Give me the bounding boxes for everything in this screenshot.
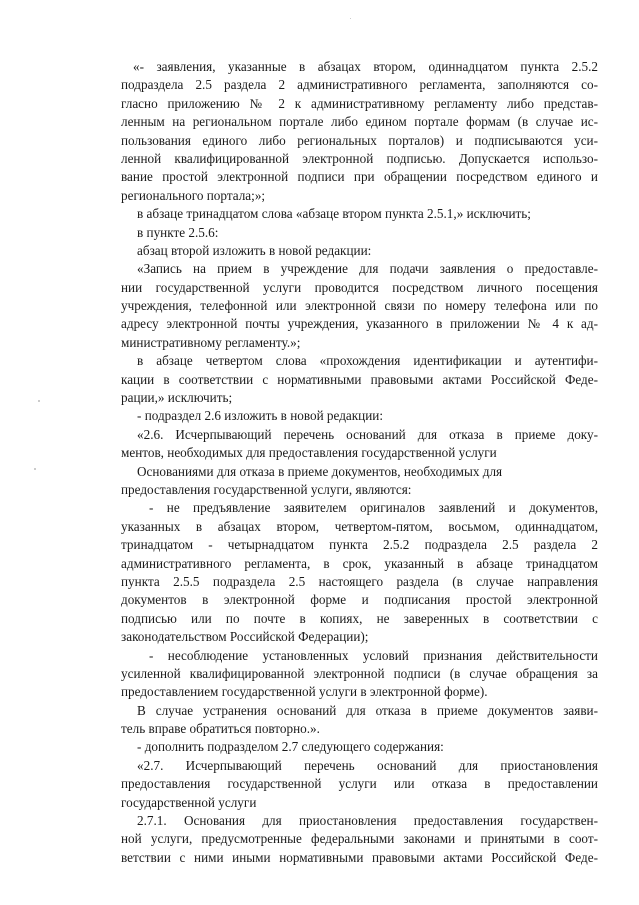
text-line: рации,» исключить; <box>121 390 233 406</box>
text-line: государственной услуги <box>121 794 257 810</box>
text-line: учреждения, телефонной или электронной связи по номеру телефона или по <box>121 298 598 314</box>
text-line: Основаниями для отказа в приеме документов, необходимых для <box>137 463 503 479</box>
text-line: - не предъявление заявителем оригиналов заявлений и документов, <box>149 500 598 516</box>
text-line: подраздела 2.5 раздела 2 административного регламента, заполняются со- <box>121 77 598 93</box>
text-line: законодательством Российской Федерации); <box>121 629 369 645</box>
text-line: тель вправе обратиться повторно.». <box>121 721 320 737</box>
text-line: предоставления государственной услуги, являются: <box>121 481 412 497</box>
text-line: - подраздел 2.6 изложить в новой редакции: <box>137 408 384 424</box>
text-line: ной услуги, предусмотренные федеральными законами и принятыми в соот- <box>121 831 598 847</box>
text-line: в абзаце четвертом слова «прохождения идентификации и аутентифи- <box>137 353 598 369</box>
text-line: в абзаце тринадцатом слова «абзаце втором пункта 2.5.1,» исключить; <box>137 206 531 222</box>
text-line: пользования единого либо региональных порталов) и подписываются уси- <box>121 132 598 148</box>
text-line: нии государственной услуги проводится посредством личного посещения <box>121 279 598 295</box>
text-line: министративному регламенту.»; <box>121 334 301 350</box>
text-line: «2.7. Исчерпывающий перечень оснований для приостановления <box>137 757 598 773</box>
document-body <box>121 58 598 867</box>
text-line: предоставления государственной услуги или отказа в предоставлении <box>121 776 598 792</box>
text-line: адресу электронной почты учреждения, указанного в приложении № 4 к ад- <box>121 316 598 332</box>
text-line: В случае устранения оснований для отказа в приеме документов заяви- <box>137 702 598 718</box>
text-line: гласно приложению № 2 к административному регламенту либо представ- <box>121 95 598 111</box>
text-line: кации в соответствии с нормативными правовыми актами Российской Феде- <box>121 371 598 387</box>
text-line: ментов, необходимых для предоставления государственной услуги <box>121 445 497 461</box>
text-line: указанных в абзацах втором, четвертом-пятом, восьмом, одиннадцатом, <box>121 518 598 534</box>
text-line: ленной квалифицированной электронной подписью. Допускается использо- <box>121 150 598 166</box>
text-line: документов в электронной форме и подписания простой электронной <box>121 592 598 608</box>
text-line: усиленной квалифицированной электронной подписи (в случае обращения за <box>121 665 598 681</box>
text-line: тринадцатом - четырнадцатом пункта 2.5.2 подраздела 2.5 раздела 2 <box>121 537 598 553</box>
text-line: пункта 2.5.5 подраздела 2.5 настоящего раздела (в случае направления <box>121 573 598 589</box>
text-line: предоставлением государственной услуги в электронной форме). <box>121 684 488 700</box>
text-line: - дополнить подразделом 2.7 следующего содержания: <box>137 739 444 755</box>
text-line: - несоблюдение установленных условий признания действительности <box>149 647 598 663</box>
text-line: регионального портала;»; <box>121 187 266 203</box>
text-line: подписью или по почте в копиях, не заверенных в соответствии с <box>121 610 598 626</box>
text-line: ветствии с ними иными нормативными правовыми актами Российской Феде- <box>121 849 598 865</box>
scan-speck <box>34 468 36 470</box>
scan-speck <box>38 400 40 402</box>
text-line: 2.7.1. Основания для приостановления предоставления государствен- <box>137 813 598 829</box>
text-line: абзац второй изложить в новой редакции: <box>137 242 372 258</box>
text-line: «Запись на прием в учреждение для подачи заявления о предоставле- <box>137 261 598 277</box>
text-line: «2.6. Исчерпывающий перечень оснований для отказа в приеме доку- <box>137 426 598 442</box>
text-line: в пункте 2.5.6: <box>137 224 219 240</box>
scan-speck <box>350 18 351 19</box>
text-line: ленным на региональном портале либо едином портале формам (в случае ис- <box>121 114 598 130</box>
text-line: административного регламента, в срок, указанный в абзаце тринадцатом <box>121 555 598 571</box>
text-line: «- заявления, указанные в абзацах втором, одиннадцатом пункта 2.5.2 <box>133 59 598 74</box>
text-line: вание простой электронной подписи при обращении посредством единого и <box>121 169 598 185</box>
